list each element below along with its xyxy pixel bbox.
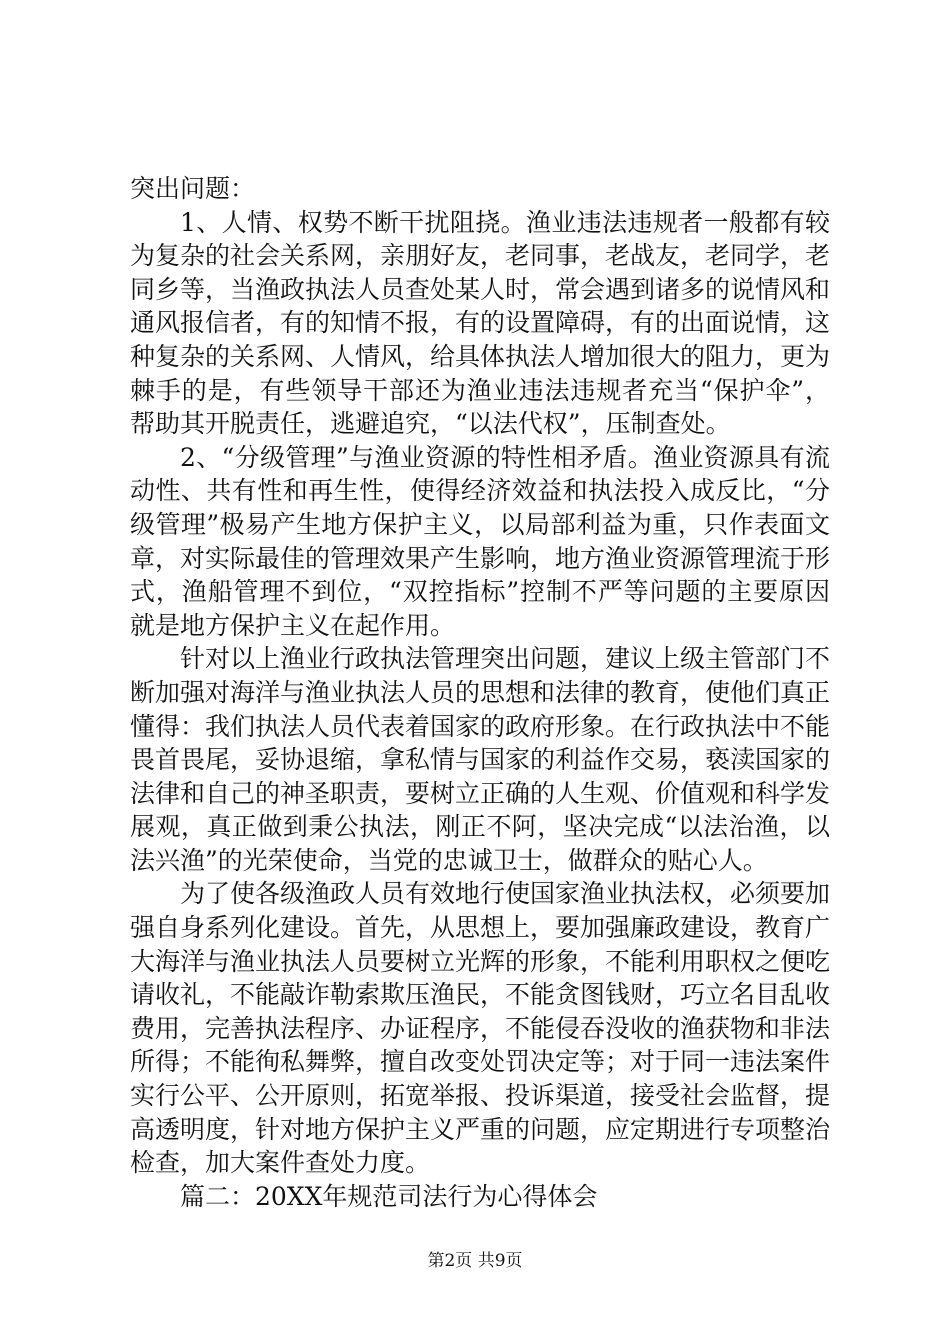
section-title-part-two: 篇二：20XX年规范司法行为心得体会 [180,1181,598,1211]
page-number-footer: 第2页 共9页 [427,1251,523,1271]
document-body [130,172,830,1213]
paragraph-self-construction: 为了使各级渔政人员有效地行使国家渔业执法权，必须要加强自身系列化建设。首先，从思想上，要加强廉政建设，教育广大海洋与渔业执法人员要树立光辉的形象，不能利用职权之便吃请收礼，不能敲诈勒索欺压渔民，不能贪图钱财，巧立名目乱收费用，完善执法程序、办证程序，不能侵吞没收的渔获物和非法所得；不能徇私舞弊，擅自改变处罚决定等；对于同一违法案件实行公平、公开原则，拓宽举报、投诉渠道，接受社会监督，提高透明度，针对地方保护主义严重的问题，应定期进行专项整治检查，加大案件查处力度。 [130,879,831,1178]
paragraph-heading-fragment: 突出问题： [130,174,256,203]
paragraph-suggestion: 针对以上渔业行政执法管理突出问题，建议上级主管部门不断加强对海洋与渔业执法人员的思想和法律的教育，使他们真正懂得：我们执法人员代表着国家的政府形象。在行政执法中不能畏首畏尾，妥协退缩，拿私情与国家的利益作交易，亵渎国家的法律和自己的神圣职责，要树立正确的人生观、价值观和科学发展观，真正做到秉公执法，刚正不阿，坚决完成“以法治渔，以法兴渔”的光荣使命，当党的忠诚卫士，做群众的贴心人。 [130,644,831,875]
paragraph-point-2: 2、“分级管理”与渔业资源的特性相矛盾。渔业资源具有流动性、共有性和再生性，使得经济效益和执法投入成反比，“分级管理”极易产生地方保护主义，以局部利益为重，只作表面文章，对实际最佳的管理效果产生影响，地方渔业资源管理流于形式，渔船管理不到位，“双控指标”控制不严等问题的主要原因就是地方保护主义在起作用。 [130,442,831,640]
paragraph-point-1: 1、人情、权势不断干扰阻挠。渔业违法违规者一般都有较为复杂的社会关系网，亲朋好友，老同事，老战友，老同学，老同乡等，当渔政执法人员查处某人时，常会遇到诸多的说情风和通风报信者，有的知情不报，有的设置障碍，有的出面说情，这种复杂的关系网、人情风，给具体执法人增加很大的阻力，更为棘手的是，有些领导干部还为渔业违法违规者充当“保护伞”，帮助其开脱责任，逃避追究，“以法代权”，压制查处。 [130,207,831,439]
